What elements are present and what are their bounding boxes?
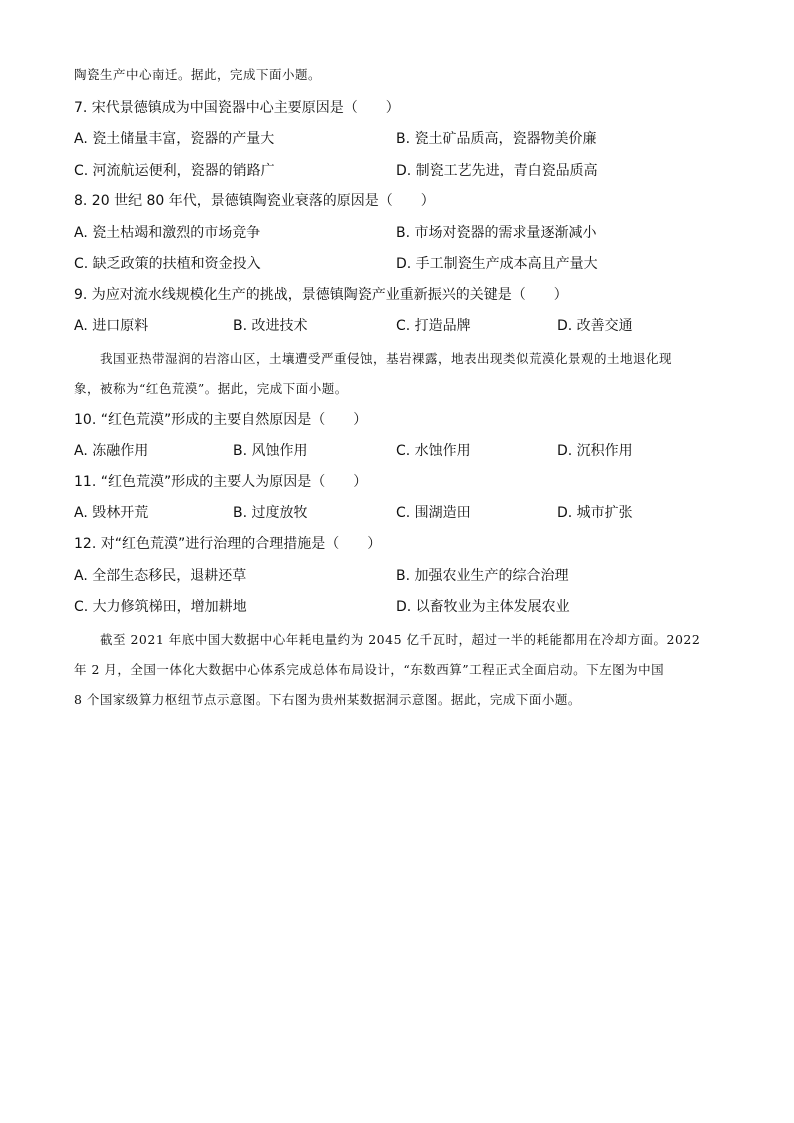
passage-3-line-2: 年 2 月，全国一体化大数据中心体系完成总体布局设计，“东数西算”工程正式全面启动。下左图为中国 — [74, 662, 665, 677]
passage-tail: 陶瓷生产中心南迁。据此，完成下面小题。 — [74, 67, 322, 82]
question-9-option-d: D. 改善交通 — [557, 318, 633, 334]
question-8-option-d: D. 手工制瓷生产成本高且产量大 — [396, 256, 598, 272]
question-9-stem: 9. 为应对流水线规模化生产的挑战，景德镇陶瓷产业重新振兴的关键是（ ） — [74, 287, 568, 303]
question-7-option-d: D. 制瓷工艺先进，青白瓷品质高 — [396, 163, 598, 179]
question-8-option-a: A. 瓷土枯竭和激烈的市场竞争 — [74, 225, 261, 241]
question-11-option-c: C. 围湖造田 — [396, 505, 471, 521]
question-8-option-b: B. 市场对瓷器的需求量逐渐减小 — [396, 225, 597, 241]
question-10-option-a: A. 冻融作用 — [74, 443, 149, 459]
question-12-option-c: C. 大力修筑梯田，增加耕地 — [74, 599, 247, 615]
question-10-stem: 10. “红色荒漠”形成的主要自然原因是（ ） — [74, 412, 368, 428]
question-12-option-a: A. 全部生态移民，退耕还草 — [74, 568, 247, 584]
question-7-stem: 7. 宋代景德镇成为中国瓷器中心主要原因是（ ） — [74, 100, 400, 116]
question-8-option-c: C. 缺乏政策的扶植和资金投入 — [74, 256, 261, 272]
question-7-option-a: A. 瓷土储量丰富，瓷器的产量大 — [74, 131, 275, 147]
question-11-stem: 11. “红色荒漠”形成的主要人为原因是（ ） — [74, 474, 368, 490]
question-8-stem: 8. 20 世纪 80 年代，景德镇陶瓷业衰落的原因是（ ） — [74, 193, 435, 209]
question-11-option-d: D. 城市扩张 — [557, 505, 633, 521]
question-12-option-d: D. 以畜牧业为主体发展农业 — [396, 599, 570, 615]
passage-3-line-3: 8 个国家级算力枢纽节点示意图。下右图为贵州某数据洞示意图。据此，完成下面小题。 — [74, 692, 581, 707]
question-12-option-b: B. 加强农业生产的综合治理 — [396, 568, 569, 584]
passage-3-line-1: 截至 2021 年底中国大数据中心年耗电量约为 2045 亿千瓦时，超过一半的耗能都用在冷却方面。2022 — [100, 632, 701, 647]
question-11-option-b: B. 过度放牧 — [233, 505, 308, 521]
question-7-option-c: C. 河流航运便利，瓷器的销路广 — [74, 163, 275, 179]
passage-2-line-2: 象，被称为“红色荒漠”。据此，完成下面小题。 — [74, 381, 348, 396]
question-9-option-c: C. 打造品牌 — [396, 318, 471, 334]
question-11-option-a: A. 毁林开荒 — [74, 505, 149, 521]
passage-2-line-1: 我国亚热带湿润的岩溶山区，土壤遭受严重侵蚀，基岩裸露，地表出现类似荒漠化景观的土地退化现 — [100, 351, 673, 366]
question-9-option-a: A. 进口原料 — [74, 318, 149, 334]
question-7-option-b: B. 瓷土矿品质高，瓷器物美价廉 — [396, 131, 597, 147]
question-12-stem: 12. 对“红色荒漠”进行治理的合理措施是（ ） — [74, 536, 382, 552]
question-10-option-c: C. 水蚀作用 — [396, 443, 471, 459]
question-10-option-d: D. 沉积作用 — [557, 443, 633, 459]
question-9-option-b: B. 改进技术 — [233, 318, 308, 334]
question-10-option-b: B. 风蚀作用 — [233, 443, 308, 459]
